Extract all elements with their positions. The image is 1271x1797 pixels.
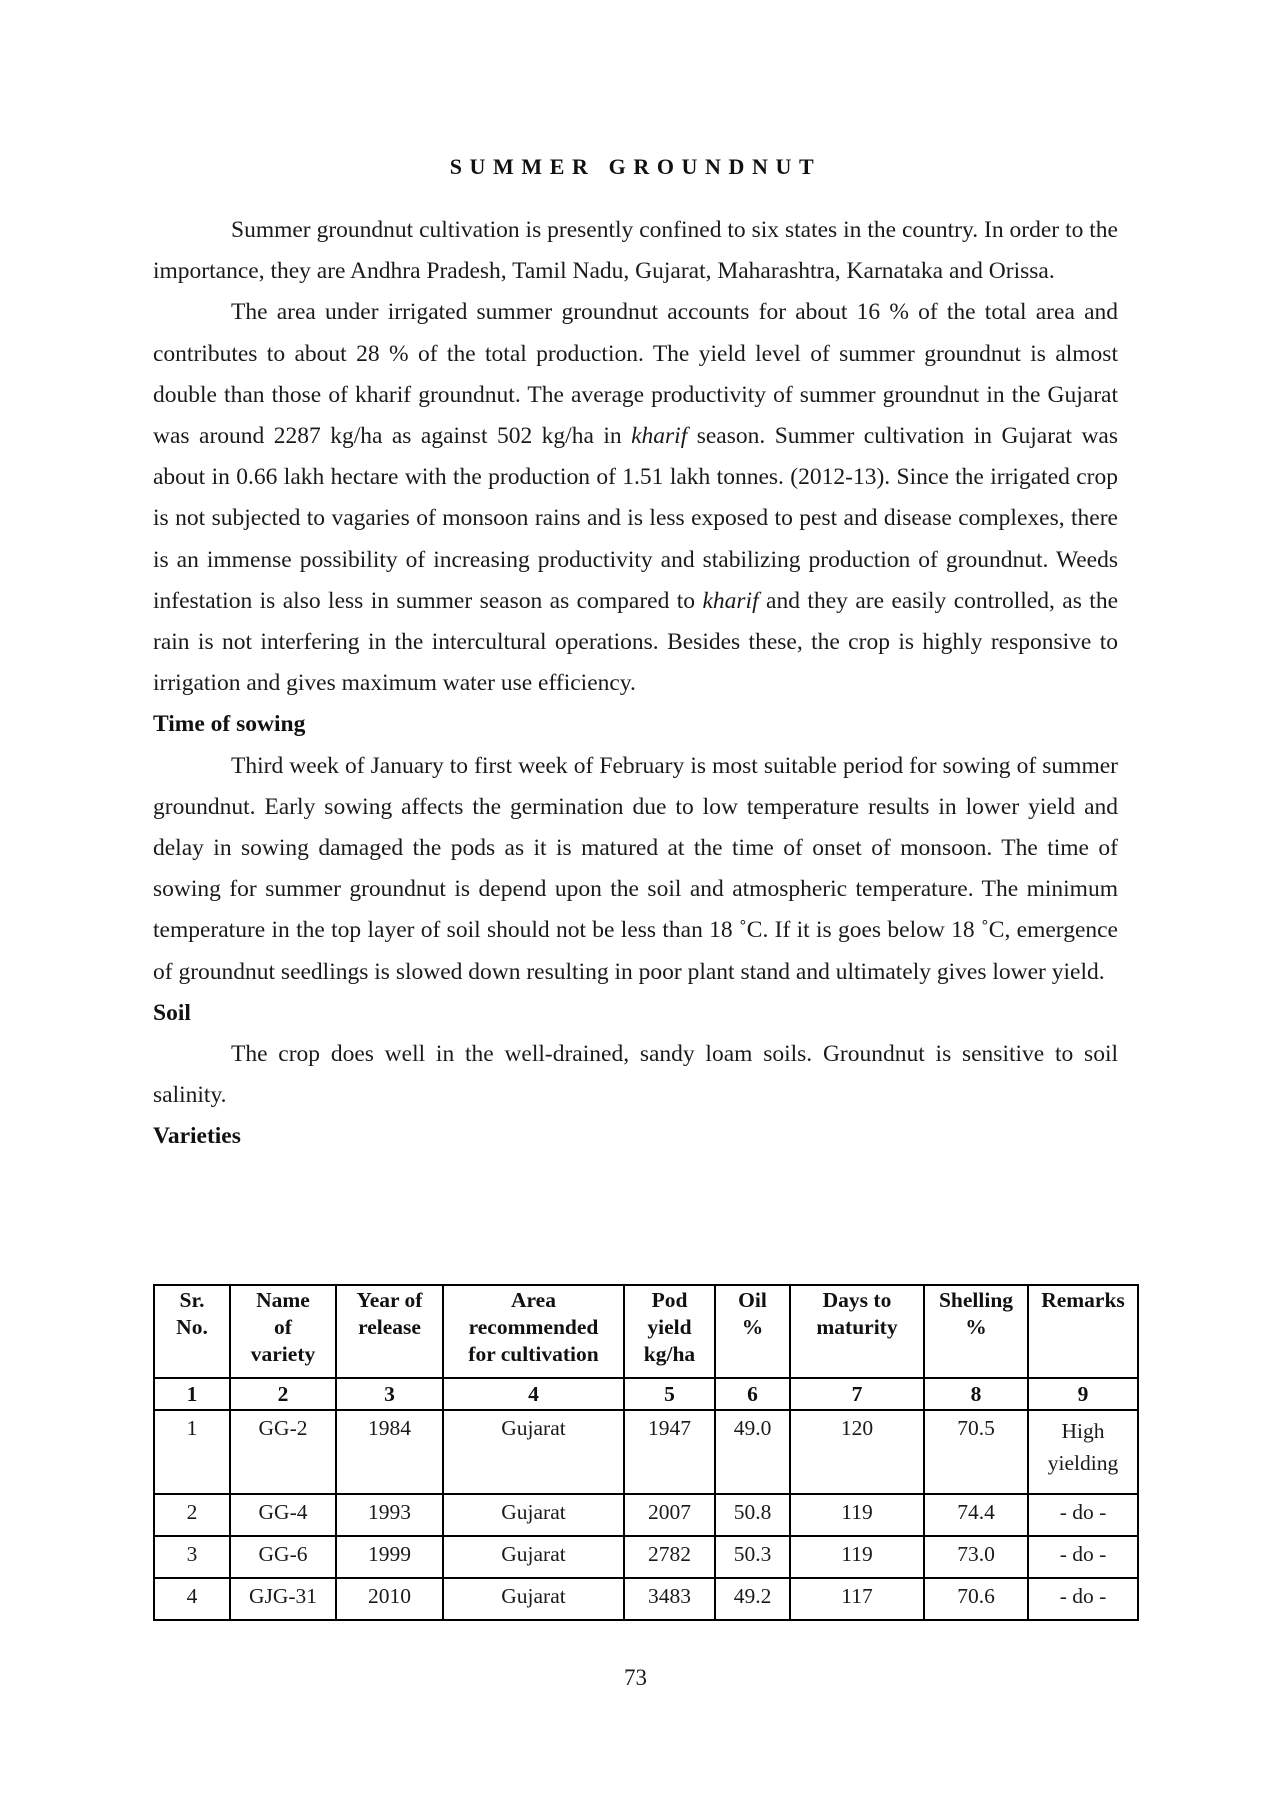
cell-remarks: - do - [1028,1536,1138,1578]
paragraph-area-text-3: and they are easily controlled, as the rain is not interfering in the intercultural operations. Besides these, the crop is highly responsive to irrigation and gives maximum water use efficiency. [153,587,1118,697]
kharif-italic: kharif [702,587,759,614]
cell-days: 119 [790,1494,924,1536]
page-title: SUMMER GROUNDNUT [449,154,822,179]
cell-year: 1984 [336,1410,443,1494]
cell-year: 1993 [336,1494,443,1536]
header-name-of-variety: Name of variety [230,1285,336,1378]
cell-year: 2010 [336,1578,443,1620]
header-pod-yield: Pod yield kg/ha [624,1285,715,1378]
column-number: 1 [154,1378,230,1410]
heading-time-of-sowing: Time of sowing [153,711,306,738]
table-row [154,1536,1138,1578]
table-row [154,1578,1138,1620]
cell-oil: 49.2 [715,1578,790,1620]
cell-name: GG-4 [230,1494,336,1536]
cell-shelling: 70.5 [924,1410,1028,1494]
header-oil-percent: Oil % [715,1285,790,1378]
paragraph-area-text-2: season. Summer cultivation in Gujarat was about in 0.66 lakh hectare with the production of 1.51 lakh tonnes. (2012-13). Since the irrigated crop is not subjected to vagaries of monsoon rains and is less exposed to pest and disease complexes, there is an immense possibility of increasing productivity and stabilizing production of groundnut. Weeds infestation is also less in summer season as compared to [153,423,1118,614]
cell-yield: 1947 [624,1410,715,1494]
header-remarks: Remarks [1028,1285,1138,1378]
cell-oil: 49.0 [715,1410,790,1494]
header-days-to-maturity: Days to maturity [790,1285,924,1378]
table-header-row [154,1285,1138,1378]
cell-oil: 50.3 [715,1536,790,1578]
cell-area: Gujarat [443,1494,624,1536]
header-year-of-release: Year of release [336,1285,443,1378]
cell-oil: 50.8 [715,1494,790,1536]
paragraph-sowing: Third week of January to first week of February is most suitable period for sowing of summer groundnut. Early sowing affects the germination due to low temperature results in lower yield and delay in sowing damaged the pods as it is matured at the time of onset of monsoon. The time of sowing for summer groundnut is depend upon the soil and atmospheric temperature. The minimum temperature in the top layer of soil should not be less than 18 ˚C. If it is goes below 18 ˚C, emergence of groundnut seedlings is slowed down resulting in poor plant stand and ultimately gives lower yield. [153,752,1118,985]
cell-year: 1999 [336,1536,443,1578]
table-column-number-row [154,1378,1138,1410]
header-shelling-percent: Shelling % [924,1285,1028,1378]
paragraph-area-text-1: The area under irrigated summer groundnut accounts for about 16 % of the total area and contributes to about 28 % of the total production. The yield level of summer groundnut is almost double than those of kharif groundnut. The average productivity of summer groundnut in the Gujarat was around 2287 kg/ha as against 502 kg/ha in [153,299,1118,450]
cell-days: 119 [790,1536,924,1578]
cell-shelling: 73.0 [924,1536,1028,1578]
table-row [154,1410,1138,1494]
table-row [154,1494,1138,1536]
cell-name: GJG-31 [230,1578,336,1620]
cell-days: 120 [790,1410,924,1494]
cell-area: Gujarat [443,1410,624,1494]
cell-days: 117 [790,1578,924,1620]
cell-name: GG-2 [230,1410,336,1494]
cell-remarks: - do - [1028,1494,1138,1536]
cell-remarks: High yielding [1028,1410,1138,1494]
cell-sr: 2 [154,1494,230,1536]
kharif-italic: kharif [631,423,688,450]
varieties-table [153,1284,1139,1621]
heading-varieties: Varieties [153,1123,241,1150]
cell-area: Gujarat [443,1536,624,1578]
document-body [153,210,1118,1158]
paragraph-soil: The crop does well in the well-drained, sandy loam soils. Groundnut is sensitive to soil salinity. [153,1041,1118,1109]
column-number: 4 [443,1378,624,1410]
page-number: 73 [624,1665,647,1690]
header-area-recommended: Area recommended for cultivation [443,1285,624,1378]
column-number: 3 [336,1378,443,1410]
column-number: 8 [924,1378,1028,1410]
paragraph-intro: Summer groundnut cultivation is presently confined to six states in the country. In order to the importance, they are Andhra Pradesh, Tamil Nadu, Gujarat, Maharashtra, Karnataka and Orissa. [153,217,1118,285]
column-number: 6 [715,1378,790,1410]
cell-shelling: 74.4 [924,1494,1028,1536]
header-sr-no: Sr. No. [154,1285,230,1378]
cell-yield: 2007 [624,1494,715,1536]
cell-area: Gujarat [443,1578,624,1620]
cell-yield: 3483 [624,1578,715,1620]
column-number: 7 [790,1378,924,1410]
cell-sr: 3 [154,1536,230,1578]
cell-shelling: 70.6 [924,1578,1028,1620]
cell-sr: 1 [154,1410,230,1494]
cell-name: GG-6 [230,1536,336,1578]
column-number: 2 [230,1378,336,1410]
column-number: 9 [1028,1378,1138,1410]
cell-remarks: - do - [1028,1578,1138,1620]
cell-yield: 2782 [624,1536,715,1578]
cell-sr: 4 [154,1578,230,1620]
paragraph-area [153,292,1118,704]
heading-soil: Soil [153,999,191,1026]
column-number: 5 [624,1378,715,1410]
